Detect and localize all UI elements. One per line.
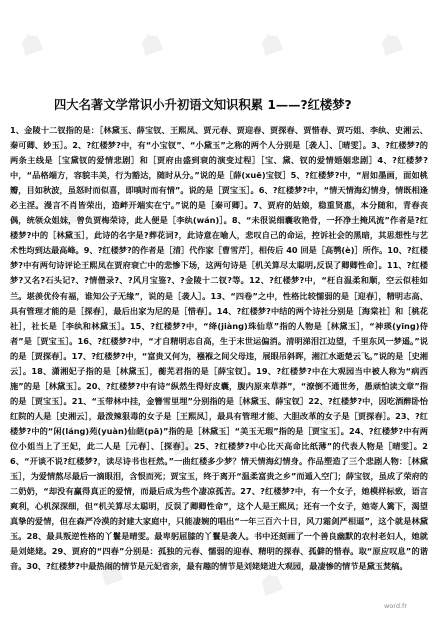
watermark-glyph: ☗: [305, 396, 338, 434]
watermark-glyph: ☗: [335, 196, 368, 234]
watermark-glyph: ☗: [255, 26, 288, 64]
document-body: 1、金陵十二钗指的是：［林黛玉、薛宝钗、王熙凤、贾元春、贾迎春、贾探春、贾惜春、贾巧姐、李纨、史湘云、秦可卿、妙玉］。2、?红楼梦?中，有“小宝钗”、“小黛玉”之称的两个人分别是［袭人］、［晴雯］。3、?红楼梦?的两条主线是［宝黛钗的爱情悲剧］和［贾府由盛到衰的演变过程］［宝、黛、钗的爱情婚姻悲剧］4、?红楼梦?中，“品格端方，容貌丰美，行为豁达，随时从分。”说的是［薛(xuē)宝钗］5、?红楼梦?中，“眉如墨画，面如桃瓣，目如秋波，虽怒时而似喜，即嗔时而有情”。说的是［贾宝玉］。6、?红楼梦?中，“情天情海幻情身，情既相逢必主淫。漫言不肖皆荣出，造衅开端实在宁。”说的是［秦可卿］。7、贾府的姑娘，稳重贤惠，本分随和，青春丧偶，统领众姐妹，曾负贾梅荣诗，此人便是［李纨(wán)］。8、“未很说细囊收艳骨，一抔净土掩风流”作者是?红楼梦?中的［林黛玉］，此诗的名字是?葬花词?，此诗意在喻人，悲叹自己的命运，控诉社会的黑暗，其思想性与艺术性均到达最高峰。9、?红楼梦?的作者是［清］代作家［曹雪芹］，相传后 40 回是［高鹗(è)］所作。10、?红楼梦?中有两句诗评论王熙凤在贾府衰亡中的悲惨下场，这两句诗是［机关算尽太聪明,反误了卿卿性命］。11、?红楼梦?又名?石头记?、?情僧录?、?风月宝鉴?、?金陵十二钗?等。12、?红楼梦?中，“枉自温柔和顺，空云似桂如兰。堪羡优伶有福，谁知公子无缘”，说的是［袭人］。13、“四卷”之中，性格比较懦弱的是［迎春］，精明志高、具有管理才能的是［探春］，最后出家为尼的是［惜春］。14、?红楼梦?中结的两个诗社分别是［海棠社］和［桃花社］，社长是［李纨和林黛玉］。15、?红楼梦?中，“绛(jiàng)珠仙草”指的人物是［林黛玉］，“神瑛(yīng)侍者”是［贾宝玉］。16、?红楼梦?中，“才自精明志自高，生于末世运偏消。清明涕泪江边望，千里东风一梦遥。”说的是［贾探春］。17、?红楼梦?中，“富贵又何为，襁褓之间父母违，展眼吊斜晖，湘江水逝楚云飞。”说的是［史湘云］。18、潇湘妃子指的是［林黛玉］，蘅芜君指的是［薛宝钗］。19、?红楼梦?中在大观园当中被人称为“病西施”的是［林黛玉］。20、?红楼梦?中有诗“纵然生得好皮囊，腹内原来草莽”，“潦倒不通世务，愚顽怕读文章”指的是［贾宝玉］。21、“玉带林中挂，金簪雪里埋”分别指的是［林黛玉、薛宝钗］22、?红楼梦?中，因吃酒醉卧怡红院的人是［史湘云］，最泼辣狠毒的女子是［王熙凤］，最具有管理才能、大胆改革的女子是［贾探春］。23、?红楼梦?中的“闲(láng)苑(yuàn)仙葩(pā)”指的是［林黛玉］“美玉无瑕”指的是［贾宝玉］。24、?红楼梦?中有两位小姐当上了王妃，此二人是［元春］、［探春］。25、?红楼梦?中心比天高命比纸薄”的代表人物是［晴雯］。26、“开谈不说?红楼梦?，读尽诗书也枉然。”一曲红楼多少梦？情天情海幻情身。作品塑造了三个悲剧人物：［林黛玉］，为爱情熬尽最后一滴眼泪，含恨而死；贾宝玉，终于离开“温柔富贵之乡”而遁入空门；薛宝钗，虽成了荣府的二奶奶，“却没有赢得真正的爱情，而最后成为些个凄凉孤苦。27、?红楼梦?中，有一个女子，她模样标致，语言爽利，心机深深细，但“机关算尽太聪明，反误了卿卿性命”，这个人是王熙凤；还有一个女子，她寄人篱下，渴望真挚的爱情，但在森严冷漠的封建大家庭中，只能凄婉的唱出“一年三百六十日，风刀霜剑严相逼”，这个就是林黛玉。28、最具叛逆性格的丫鬟是晴雯。最卑躬屈膝的丫鬟是袭人。书中还刻画了一个善良幽默的农村老妇人，她就是刘姥姥。29、贾府的“四春”分别是：孤独的元春、懦弱的迎春、精明的探春、孤僻的惜春。取“原应叹息”的谐音。30、?红楼梦?中最热闹的情节是元妃省亲，最有趣的情节是刘姥姥进大观园，最凄惨的情节是黛玉焚稿。: [10, 125, 428, 572]
watermark-glyph: ☗: [25, 396, 58, 434]
watermark-glyph: ☗: [375, 26, 408, 64]
watermark-glyph: ☗: [95, 556, 128, 594]
watermark-glyph: ☗: [55, 196, 88, 234]
watermark-glyph: ☗: [255, 566, 288, 604]
watermark-glyph: ☗: [135, 26, 168, 64]
watermark-glyph: ☗: [15, 26, 48, 64]
document-title: 四大名著文学常识小升初语文知识积累 1——?红楼梦?: [54, 98, 352, 112]
watermark-glyph: ☗: [165, 426, 198, 464]
footer-label: word.fr: [384, 602, 408, 610]
watermark-glyph: ☗: [195, 226, 228, 264]
